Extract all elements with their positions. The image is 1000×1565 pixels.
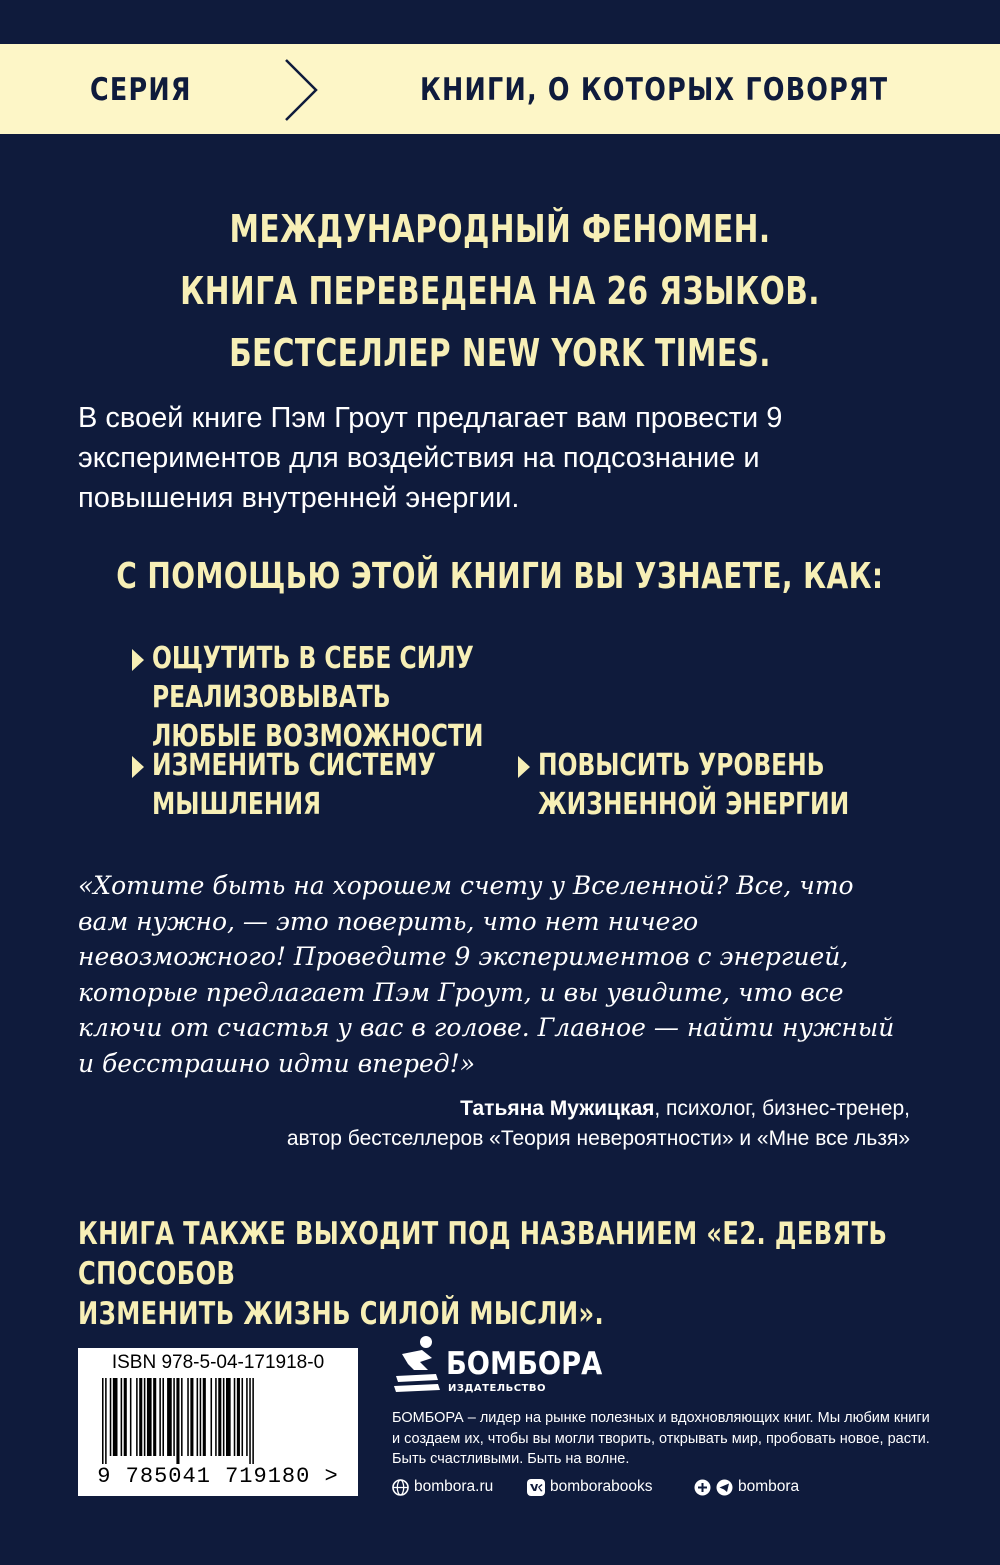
- bombora-logo-icon: [392, 1334, 444, 1396]
- barcode: [78, 1348, 358, 1496]
- barcode-bar: [130, 1378, 132, 1456]
- series-title: КНИГИ, О КОТОРЫХ ГОВОРЯТ: [420, 72, 889, 108]
- barcode-bar: [136, 1378, 138, 1456]
- vk-link-text[interactable]: bomborabooks: [550, 1478, 653, 1495]
- barcode-bar: [223, 1378, 225, 1456]
- testimonial-quote: «Хотите быть на хорошем счету у Вселенной? Все, что вам нужно, — это поверить, что нет ничего невозможного! Проведите 9 экспериментов с энергией, которые предлагает Пэм Гроут, и вы увидите, что все ключи от счастья у вас в голове. Главное — найти нужный и бесстрашно идти вперед!»: [78, 871, 895, 1078]
- barcode-bar: [234, 1378, 236, 1456]
- barcode-bar: [113, 1378, 118, 1456]
- telegram-icon: [716, 1479, 733, 1496]
- barcode-bar: [144, 1378, 146, 1456]
- alternate-title-note: КНИГА ТАКЖЕ ВЫХОДИТ ПОД НАЗВАНИЕМ «Е2. ДЕВЯТЬ СПОСОБОВ ИЗМЕНИТЬ ЖИЗНЬ СИЛОЙ МЫСЛИ».: [78, 1216, 888, 1332]
- barcode-bar: [197, 1378, 199, 1456]
- publisher-description: БОМБОРА – лидер на рынке полезных и вдохновляющих книг. Мы любим книги и создаем их, чтобы вы могли творить, открывать мир, пробовать новое, расти. Быть счастливыми. Быть на волне.: [392, 1410, 930, 1467]
- barcode-bar: [147, 1378, 152, 1456]
- barcode-bar: [173, 1378, 175, 1456]
- learn-heading-text: С ПОМОЩЬЮ ЭТОЙ КНИГИ ВЫ УЗНАЕТЕ, КАК:: [116, 556, 884, 597]
- isbn-number: ISBN 978-5-04-171918-0: [111, 1352, 325, 1373]
- barcode-bar: [242, 1378, 244, 1456]
- plus-circle-icon: [694, 1479, 711, 1496]
- barcode-bar: [181, 1378, 183, 1456]
- quote-author-name: Татьяна Мужицкая: [460, 1097, 655, 1120]
- barcode-bar: [237, 1378, 240, 1456]
- publisher-brand: БОМБОРА: [446, 1346, 603, 1382]
- bullet-triangle-icon: [132, 756, 144, 778]
- chevron-right-icon: [282, 58, 322, 122]
- barcode-bar: [252, 1378, 254, 1464]
- bullet-triangle-icon: [132, 649, 144, 671]
- quote-attribution: [287, 1094, 910, 1154]
- site-link[interactable]: [392, 1478, 493, 1496]
- bullet-text: ИЗМЕНИТЬ СИСТЕМУ МЫШЛЕНИЯ: [152, 748, 436, 822]
- barcode-bar: [211, 1378, 213, 1456]
- series-label: СЕРИЯ: [90, 72, 192, 108]
- intro-paragraph: В своей книге Пэм Гроут предлагает вам провести 9 экспериментов для воздействия на подсознание и повышения внутренней энергии.: [78, 402, 783, 514]
- barcode-bar: [203, 1378, 206, 1456]
- barcode-bar: [110, 1378, 112, 1456]
- vk-link[interactable]: [527, 1478, 653, 1496]
- bullet-triangle-icon: [518, 756, 530, 778]
- barcode-bar: [187, 1378, 189, 1456]
- barcode-bar: [102, 1378, 104, 1464]
- barcode-bar: [190, 1378, 193, 1456]
- publisher-subtitle: ИЗДАТЕЛЬСТВО: [448, 1383, 546, 1394]
- bullet-text: ПОВЫСИТЬ УРОВЕНЬ ЖИЗНЕННОЙ ЭНЕРГИИ: [538, 748, 850, 822]
- barcode-bar: [249, 1378, 251, 1464]
- bullet-text: ОЩУТИТЬ В СЕБЕ СИЛУ РЕАЛИЗОВЫВАТЬ ЛЮБЫЕ ВОЗМОЖНОСТИ: [152, 641, 484, 754]
- barcode-bar: [176, 1378, 179, 1464]
- messenger-link-text[interactable]: bombora: [738, 1478, 800, 1495]
- barcode-bar: [124, 1378, 127, 1456]
- barcode-bar: [153, 1378, 156, 1456]
- globe-icon: [392, 1479, 409, 1496]
- barcode-bar: [162, 1378, 164, 1456]
- headline-line-1: МЕЖДУНАРОДНЫЙ ФЕНОМЕН.: [229, 207, 771, 251]
- headline-line-3: БЕСТСЕЛЛЕР NEW YORK TIMES.: [229, 331, 771, 375]
- learn-heading: [0, 556, 1000, 597]
- barcode-bar: [226, 1378, 231, 1456]
- barcode-bar: [246, 1378, 248, 1456]
- barcode-bar: [159, 1378, 161, 1456]
- barcode-bar: [167, 1378, 172, 1456]
- barcode-bar: [215, 1378, 217, 1456]
- barcode-bar: [121, 1378, 123, 1456]
- quote-author-works: автор бестселлеров «Теория невероятности» и «Мне все льзя»: [286, 1127, 910, 1150]
- vk-icon: [527, 1479, 545, 1496]
- messenger-link[interactable]: [694, 1478, 799, 1496]
- site-link-text[interactable]: bombora.ru: [414, 1478, 494, 1495]
- headline-line-2: КНИГА ПЕРЕВЕДЕНА НА 26 ЯЗЫКОВ.: [180, 269, 820, 313]
- headline: [0, 198, 1000, 384]
- barcode-bar: [218, 1378, 221, 1456]
- barcode-bars: [100, 1378, 336, 1464]
- barcode-digits: 9 785041 719180 >: [97, 1464, 339, 1489]
- barcode-bar: [200, 1378, 202, 1456]
- quote-author-role: , психолог, бизнес-тренер,: [654, 1097, 910, 1120]
- barcode-bar: [139, 1378, 142, 1456]
- barcode-bar: [105, 1378, 107, 1464]
